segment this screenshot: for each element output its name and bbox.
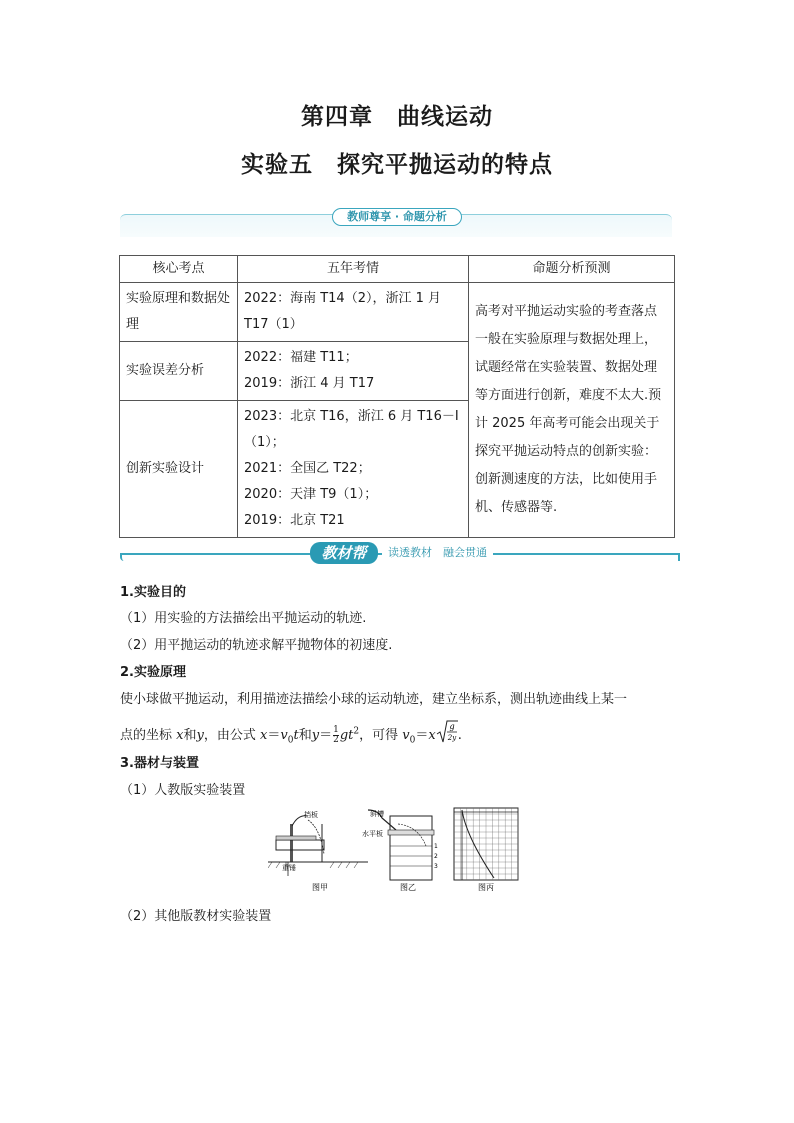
section-item: （1）用实验的方法描绘出平抛运动的轨迹. bbox=[120, 611, 367, 626]
figure-bing bbox=[452, 806, 524, 898]
figure-jia bbox=[268, 806, 368, 898]
label-plumb: 重锤 bbox=[282, 864, 296, 872]
section-title: 2.实验原理 bbox=[120, 665, 186, 680]
banner-cap-left bbox=[120, 553, 128, 561]
banner-subtitle: 读透教材 融会贯通 bbox=[382, 545, 493, 561]
banner-cap-right bbox=[672, 553, 680, 561]
experiment-title: 实验五 探究平抛运动的特点 bbox=[241, 152, 553, 178]
label-plane: 水平板 bbox=[362, 830, 383, 838]
exam-analysis-table bbox=[119, 255, 675, 538]
header-exams: 五年考情 bbox=[238, 256, 469, 283]
chapter-title: 第四章 曲线运动 bbox=[301, 104, 493, 130]
prediction-cell: 高考对平抛运动实验的考查落点一般在实验原理与数据处理上，试题经常在实验装置、数据处理等方面进行创新，难度不太大.预计 2025 年高考可能会出现关于探究平抛运动特点的创新实验：创新测速度的方法，比如使用手机、传感器等. bbox=[469, 283, 675, 538]
formula-v0: $v_0=x$ g 2y . bbox=[402, 722, 462, 746]
svg-text:g: g bbox=[449, 722, 455, 731]
principle-text: 使小球做平抛运动，利用描迹法描绘小球的运动轨迹，建立坐标系，测出轨迹曲线上某一 bbox=[120, 692, 628, 707]
figure-caption: 图丙 bbox=[478, 883, 494, 892]
text-span: 点的坐标 bbox=[120, 728, 173, 743]
exam-line: 2023：北京 T16，浙江 6 月 T16－Ⅰ（1）； bbox=[244, 409, 459, 450]
figure-yi bbox=[362, 806, 444, 898]
text-span: ，由公式 bbox=[203, 728, 256, 743]
topic-cell: 实验误差分析 bbox=[120, 342, 238, 401]
formula-y: y＝ $\frac{1}{2}$ $gt^2$ bbox=[311, 725, 360, 745]
section-item: （2）用平抛运动的轨迹求解平抛物体的初速度. bbox=[120, 638, 393, 653]
textbook-banner bbox=[120, 540, 680, 566]
mark-3: 3 bbox=[434, 863, 438, 870]
section-title: 1.实验目的 bbox=[120, 585, 186, 600]
exam-line: 2020：天津 T9（1）； bbox=[244, 487, 378, 502]
header-prediction: 命题分析预测 bbox=[469, 256, 675, 283]
table-header-row bbox=[120, 256, 675, 283]
figure-caption: 图乙 bbox=[400, 883, 416, 892]
text-span: 和 bbox=[183, 728, 197, 743]
exam-line: 2019：北京 T21 bbox=[244, 513, 345, 528]
exams-cell: 2022：海南 T14（2），浙江 1 月 T17（1） bbox=[238, 283, 469, 342]
section-title: 3.器材与装置 bbox=[120, 756, 199, 771]
topic-cell: 创新实验设计 bbox=[120, 401, 238, 538]
exams-cell bbox=[238, 401, 469, 538]
exam-line: 2022：福建 T11； bbox=[244, 350, 358, 365]
section-item: （1）人教版实验装置 bbox=[120, 783, 246, 798]
topic-cell: 实验原理和数据处理 bbox=[120, 283, 238, 342]
table-row bbox=[120, 283, 675, 342]
var-y: y bbox=[196, 728, 204, 743]
principle-formula-line: 点的坐标 x和y，由公式 $x=v_0t$和y＝ $\frac{1}{2}$ $gt^2$，可得 $v_0=x$ g 2y . bbox=[120, 722, 462, 746]
teacher-banner bbox=[120, 208, 672, 238]
sqrt-icon bbox=[436, 720, 458, 744]
header-topic: 核心考点 bbox=[120, 256, 238, 283]
text-span: ，可得 bbox=[359, 728, 399, 743]
exam-line: 2019：浙江 4 月 T17 bbox=[244, 376, 375, 391]
section-item: （2）其他版教材实验装置 bbox=[120, 909, 272, 924]
mark-1: 1 bbox=[434, 843, 438, 850]
banner-tag: 教材帮 bbox=[310, 542, 378, 564]
mark-2: 2 bbox=[434, 853, 438, 860]
label-slope: 斜槽 bbox=[370, 810, 384, 818]
svg-text:2y: 2y bbox=[447, 734, 456, 742]
banner-label: 教师尊享 · 命题分析 bbox=[332, 208, 462, 226]
formula-x: $x=v_0t$ bbox=[260, 728, 299, 746]
exam-line: 2021：全国乙 T22； bbox=[244, 461, 371, 476]
label-baffle: 挡板 bbox=[304, 811, 318, 819]
exams-cell bbox=[238, 342, 469, 401]
var-x: x bbox=[176, 728, 184, 743]
figure-caption: 图甲 bbox=[312, 883, 328, 892]
